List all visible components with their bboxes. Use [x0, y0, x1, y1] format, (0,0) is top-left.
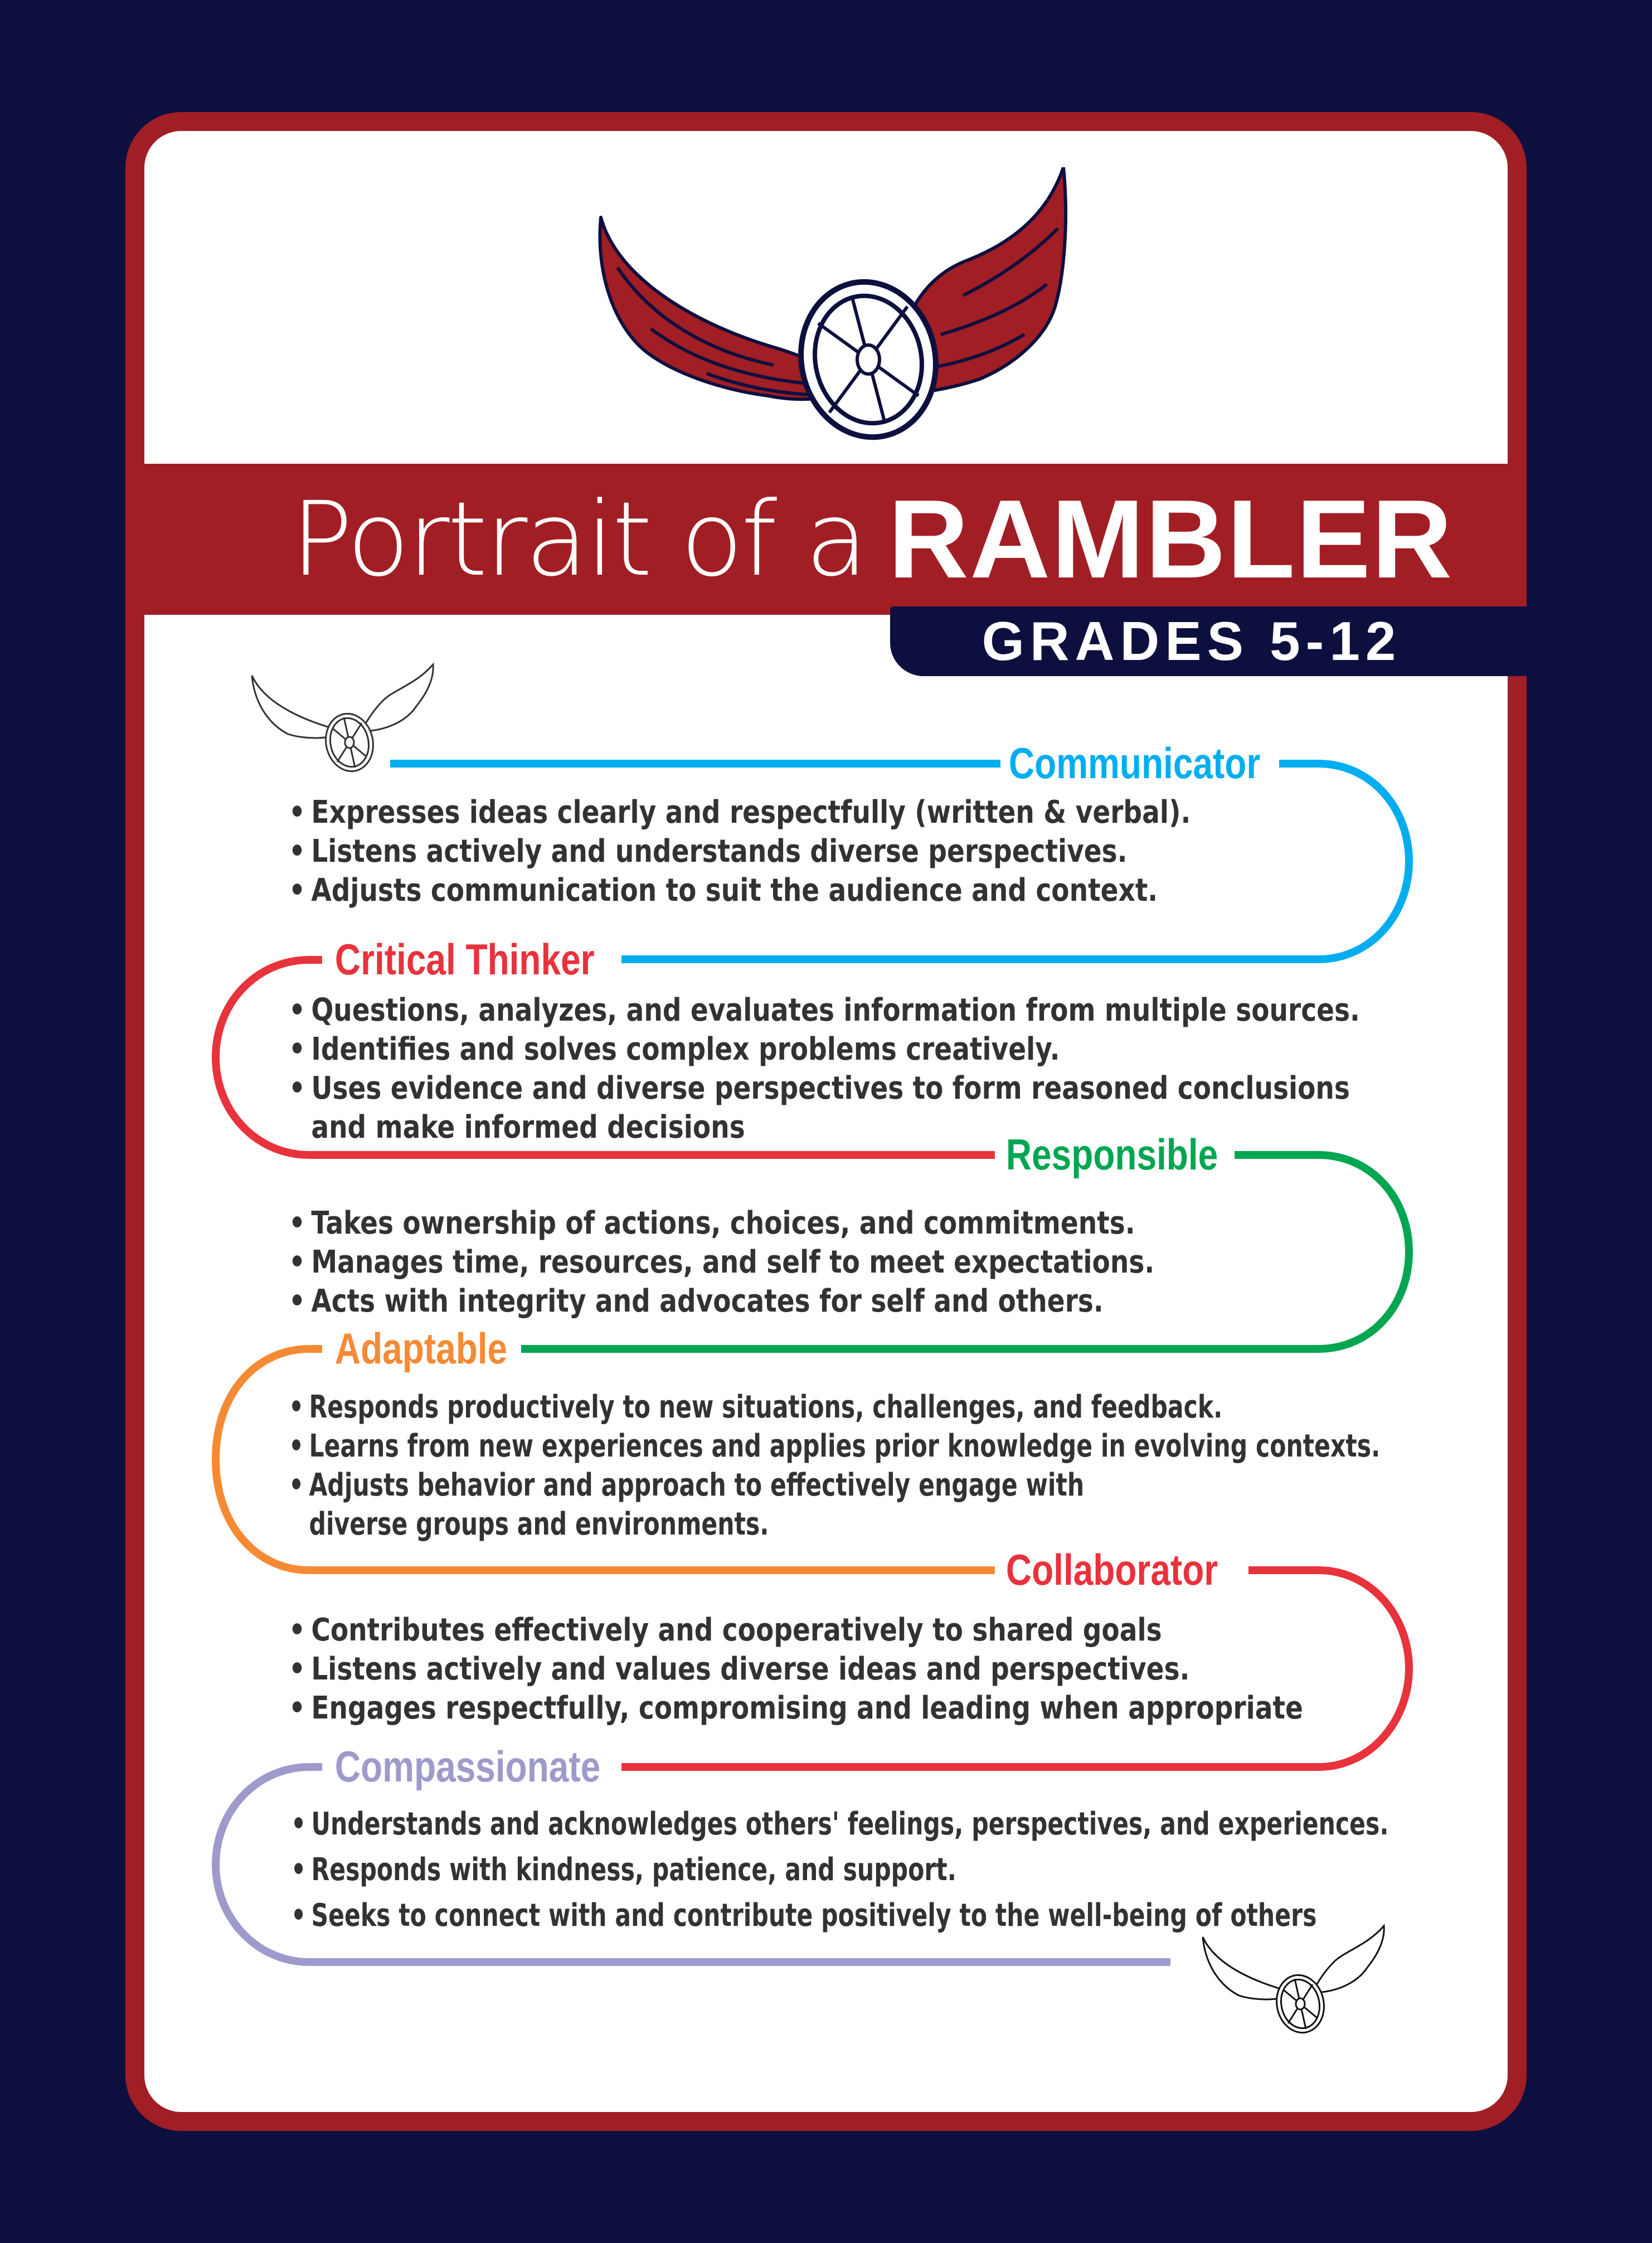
- list-item-continuation: and make informed decisions: [311, 1109, 745, 1145]
- winged-wheel-outline-icon: [1200, 1923, 1385, 2035]
- collaborator-bullets: [289, 1611, 1303, 1728]
- responsible-bullets: [289, 1204, 1154, 1321]
- compassionate-bullets: [291, 1802, 1389, 1939]
- winged-wheel-outline-icon: [249, 662, 434, 773]
- section-title-adaptable: Adaptable: [332, 1327, 510, 1370]
- list-item: • Acts with integrity and advocates for self and others.: [289, 1282, 1154, 1321]
- list-item: • Questions, analyzes, and evaluates information from multiple sources.: [289, 991, 1360, 1030]
- list-item: • Understands and acknowledges others' feelings, perspectives, and experiences.: [291, 1802, 1389, 1847]
- list-item: • Engages respectfully, compromising and leading when appropriate: [289, 1689, 1303, 1728]
- section-title-compassionate: Compassionate: [332, 1745, 603, 1788]
- grades-label: GRADES 5-12: [982, 610, 1402, 672]
- section-title-critical-thinker: Critical Thinker: [332, 938, 597, 981]
- list-item: • Adjusts behavior and approach to effectively engage with: [289, 1466, 1380, 1505]
- list-item: • Responds productively to new situations, challenges, and feedback.: [289, 1388, 1380, 1427]
- list-item: • Takes ownership of actions, choices, and commitments.: [289, 1204, 1154, 1243]
- title-emphasis: RAMBLER: [888, 477, 1454, 601]
- list-item: • Listens actively and understands diverse perspectives.: [289, 832, 1191, 871]
- section-title-responsible: Responsible: [1003, 1133, 1221, 1176]
- adaptable-bullets: [289, 1388, 1380, 1544]
- section-title-collaborator: Collaborator: [1003, 1548, 1221, 1591]
- list-item: • Expresses ideas clearly and respectfully (written & verbal).: [289, 793, 1191, 832]
- list-item: • Listens actively and values diverse ideas and perspectives.: [289, 1650, 1303, 1689]
- list-item: • Identifies and solves complex problems creatively.: [289, 1030, 1360, 1069]
- list-item: • Learns from new experiences and applies prior knowledge in evolving contexts.: [289, 1427, 1380, 1466]
- list-item: • Contributes effectively and cooperatively to shared goals: [289, 1611, 1303, 1650]
- list-item: • Responds with kindness, patience, and support.: [291, 1847, 1389, 1893]
- section-title-communicator: Communicator: [1006, 741, 1263, 785]
- list-item: • Adjusts communication to suit the audience and context.: [289, 871, 1191, 910]
- list-item: • Uses evidence and diverse perspectives to form reasoned conclusions: [289, 1069, 1360, 1108]
- list-item: • Seeks to connect with and contribute positively to the well-being of others: [291, 1893, 1389, 1939]
- title-prefix: Portrait of a: [291, 479, 866, 599]
- list-item-continuation: diverse groups and environments.: [309, 1506, 769, 1542]
- communicator-bullets: [289, 793, 1191, 910]
- critical-thinker-bullets: [289, 991, 1360, 1147]
- list-item: • Manages time, resources, and self to meet expectations.: [289, 1243, 1154, 1282]
